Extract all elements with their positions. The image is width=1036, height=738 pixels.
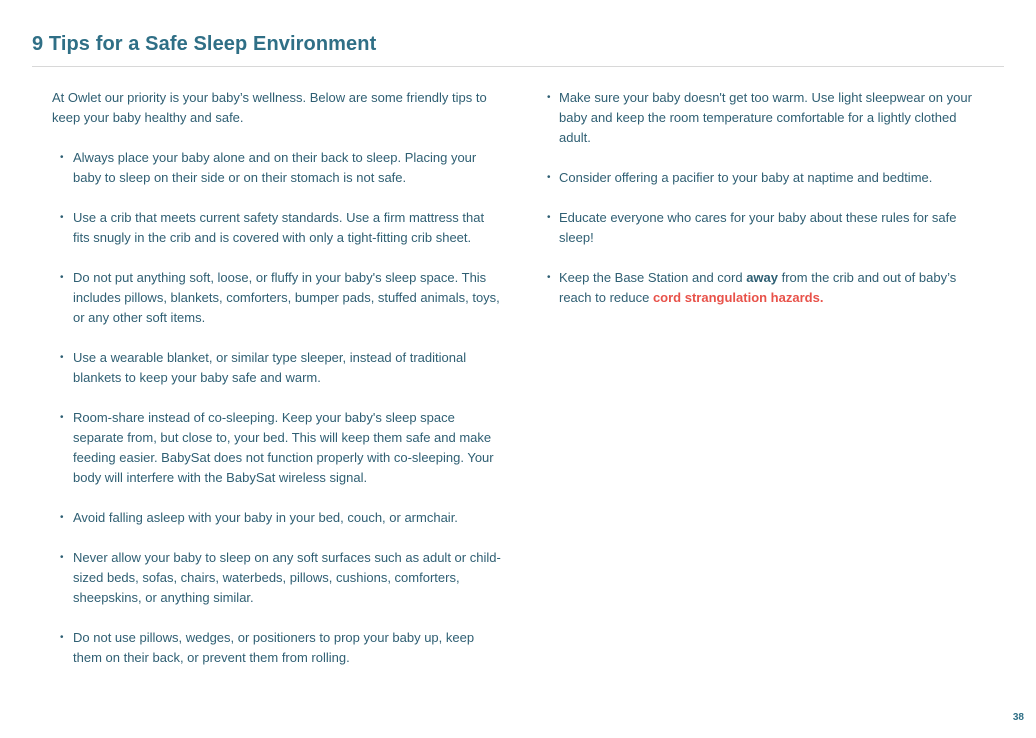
list-item bbox=[547, 88, 982, 148]
list-item bbox=[52, 148, 504, 188]
tip-text: Do not put anything soft, loose, or fluffy in your baby's sleep space. This includes pillows, blankets, comforters, bumper pads, stuffed animals, toys, or any other soft items. bbox=[73, 270, 500, 325]
list-item bbox=[547, 168, 982, 188]
right-column bbox=[547, 88, 982, 328]
tip-text: Educate everyone who cares for your baby about these rules for safe sleep! bbox=[559, 210, 957, 245]
tip-text-part: Keep the Base Station and cord bbox=[559, 270, 747, 285]
bullet-icon: • bbox=[60, 512, 64, 523]
bullet-icon: • bbox=[60, 352, 64, 363]
bullet-icon: • bbox=[60, 552, 64, 563]
list-item bbox=[52, 548, 504, 608]
title-divider bbox=[32, 66, 1004, 67]
tip-text bbox=[559, 270, 956, 305]
tip-text: Use a wearable blanket, or similar type sleeper, instead of traditional blankets to keep your baby safe and warm. bbox=[73, 350, 467, 385]
right-tips-list bbox=[547, 88, 982, 308]
tip-text: Room-share instead of co-sleeping. Keep your baby's sleep space separate from, but close to, your bed. This will keep them safe and make feeding easier. BabySat does not function properly with co-sleeping. Your body will interfere with the BabySat wireless signal. bbox=[73, 410, 494, 485]
tip-text: Use a crib that meets current safety standards. Use a firm mattress that fits snugly in the crib and is covered with only a tight-fitting crib sheet. bbox=[73, 210, 485, 245]
tip-text: Never allow your baby to sleep on any soft surfaces such as adult or child-sized beds, sofas, chairs, waterbeds, pillows, cushions, comforters, sheepskins, or anything similar. bbox=[73, 550, 501, 605]
list-item bbox=[52, 508, 504, 528]
list-item bbox=[52, 408, 504, 488]
tip-text: Consider offering a pacifier to your baby at naptime and bedtime. bbox=[559, 170, 933, 185]
tip-text: Make sure your baby doesn't get too warm. Use light sleepwear on your baby and keep the room temperature comfortable for a lightly clothed adult. bbox=[559, 90, 972, 145]
list-item bbox=[52, 348, 504, 388]
bullet-icon: • bbox=[60, 212, 64, 223]
tip-text: Do not use pillows, wedges, or positioners to prop your baby up, keep them on their back, or prevent them from rolling. bbox=[73, 630, 475, 665]
bullet-icon: • bbox=[60, 272, 64, 283]
left-tips-list bbox=[52, 148, 504, 668]
bullet-icon: • bbox=[547, 172, 551, 183]
list-item bbox=[52, 208, 504, 248]
list-item bbox=[52, 268, 504, 328]
page-title: 9 Tips for a Safe Sleep Environment bbox=[32, 33, 377, 55]
bullet-icon: • bbox=[547, 212, 551, 223]
page-number: 38 bbox=[1012, 712, 1024, 723]
tip-text-part: from the crib and out of baby’s reach to reduce bbox=[559, 270, 957, 305]
tip-text: Always place your baby alone and on their back to sleep. Placing your baby to sleep on their side or on their stomach is not safe. bbox=[73, 150, 477, 185]
intro-paragraph: At Owlet our priority is your baby’s wellness. Below are some friendly tips to keep your baby healthy and safe. bbox=[52, 90, 487, 125]
bullet-icon: • bbox=[547, 272, 551, 283]
list-item bbox=[547, 268, 982, 308]
emphasis-away: away bbox=[746, 270, 778, 285]
hazard-warning: cord strangulation hazards. bbox=[652, 290, 824, 305]
bullet-icon: • bbox=[60, 412, 64, 423]
bullet-icon: • bbox=[547, 92, 551, 103]
tip-text: Avoid falling asleep with your baby in your bed, couch, or armchair. bbox=[73, 510, 458, 525]
list-item bbox=[547, 208, 982, 248]
bullet-icon: • bbox=[60, 632, 64, 643]
left-column bbox=[52, 88, 504, 688]
list-item bbox=[52, 628, 504, 668]
bullet-icon: • bbox=[60, 152, 64, 163]
